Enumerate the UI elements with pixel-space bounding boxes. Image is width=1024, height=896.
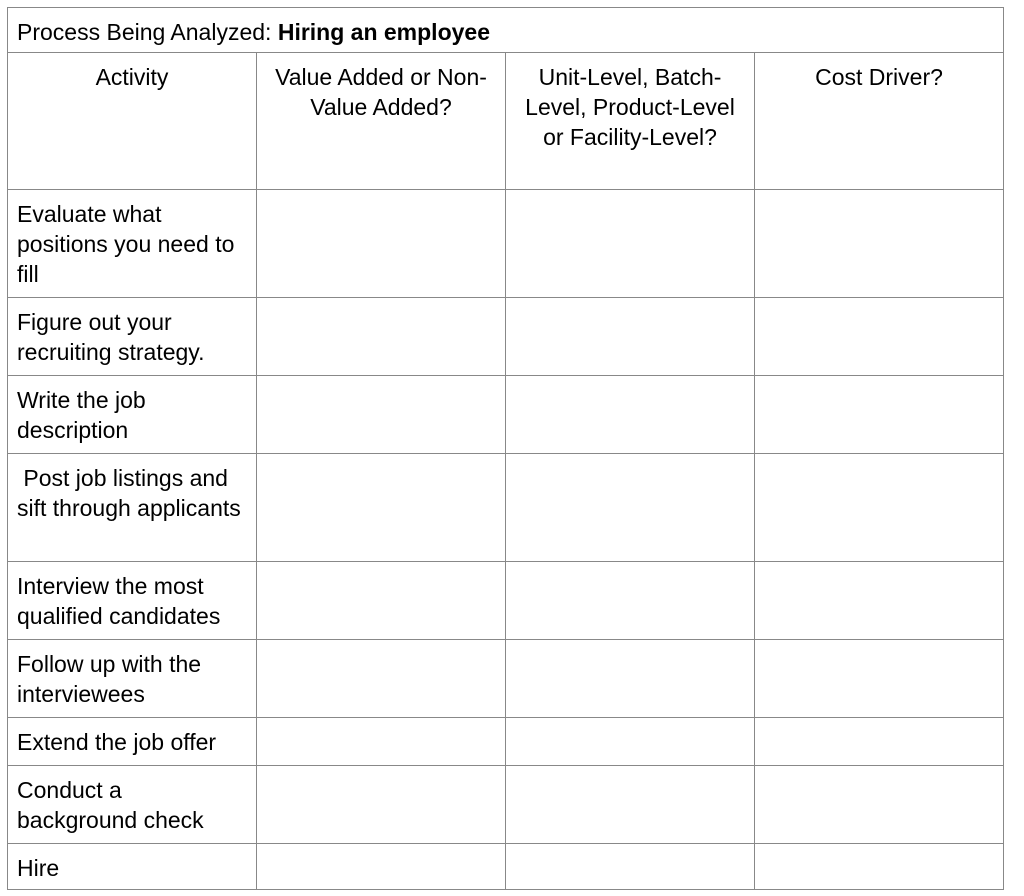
activity-cell: Post job listings and sift through applicants xyxy=(8,454,257,562)
cost-driver-cell[interactable] xyxy=(755,766,1004,844)
title-row xyxy=(8,8,1004,53)
value-added-cell[interactable] xyxy=(257,298,506,376)
column-header-level: Unit-Level, Batch-Level, Product-Level or Facility-Level? xyxy=(506,53,755,190)
value-added-cell[interactable] xyxy=(257,718,506,766)
activity-analysis-table xyxy=(7,7,1004,890)
table-row xyxy=(8,718,1004,766)
value-added-cell[interactable] xyxy=(257,376,506,454)
activity-cell: Conduct a background check xyxy=(8,766,257,844)
level-cell[interactable] xyxy=(506,298,755,376)
table-row xyxy=(8,376,1004,454)
cost-driver-cell[interactable] xyxy=(755,190,1004,298)
table-row xyxy=(8,454,1004,562)
column-header-cost-driver: Cost Driver? xyxy=(755,53,1004,190)
value-added-cell[interactable] xyxy=(257,190,506,298)
level-cell[interactable] xyxy=(506,844,755,890)
value-added-cell[interactable] xyxy=(257,640,506,718)
level-cell[interactable] xyxy=(506,766,755,844)
cost-driver-cell[interactable] xyxy=(755,844,1004,890)
level-cell[interactable] xyxy=(506,454,755,562)
column-header-activity: Activity xyxy=(8,53,257,190)
activity-cell: Write the job description xyxy=(8,376,257,454)
value-added-cell[interactable] xyxy=(257,562,506,640)
activity-cell: Interview the most qualified candidates xyxy=(8,562,257,640)
activity-cell: Figure out your recruiting strategy. xyxy=(8,298,257,376)
cost-driver-cell[interactable] xyxy=(755,562,1004,640)
cost-driver-cell[interactable] xyxy=(755,298,1004,376)
table-row xyxy=(8,298,1004,376)
process-label: Process Being Analyzed: xyxy=(17,19,278,45)
process-title xyxy=(8,8,1004,53)
table-row xyxy=(8,190,1004,298)
table-row xyxy=(8,766,1004,844)
level-cell[interactable] xyxy=(506,190,755,298)
cost-driver-cell[interactable] xyxy=(755,640,1004,718)
level-cell[interactable] xyxy=(506,376,755,454)
value-added-cell[interactable] xyxy=(257,766,506,844)
cost-driver-cell[interactable] xyxy=(755,376,1004,454)
level-cell[interactable] xyxy=(506,562,755,640)
cost-driver-cell[interactable] xyxy=(755,718,1004,766)
table-row xyxy=(8,844,1004,890)
activity-cell: Follow up with the interviewees xyxy=(8,640,257,718)
cost-driver-cell[interactable] xyxy=(755,454,1004,562)
value-added-cell[interactable] xyxy=(257,454,506,562)
value-added-cell[interactable] xyxy=(257,844,506,890)
activity-cell: Evaluate what positions you need to fill xyxy=(8,190,257,298)
header-row xyxy=(8,53,1004,190)
process-name: Hiring an employee xyxy=(277,19,490,45)
table-row xyxy=(8,562,1004,640)
activity-cell: Hire xyxy=(8,844,257,890)
level-cell[interactable] xyxy=(506,640,755,718)
table-row xyxy=(8,640,1004,718)
activity-cell: Extend the job offer xyxy=(8,718,257,766)
column-header-value-added: Value Added or Non-Value Added? xyxy=(257,53,506,190)
level-cell[interactable] xyxy=(506,718,755,766)
